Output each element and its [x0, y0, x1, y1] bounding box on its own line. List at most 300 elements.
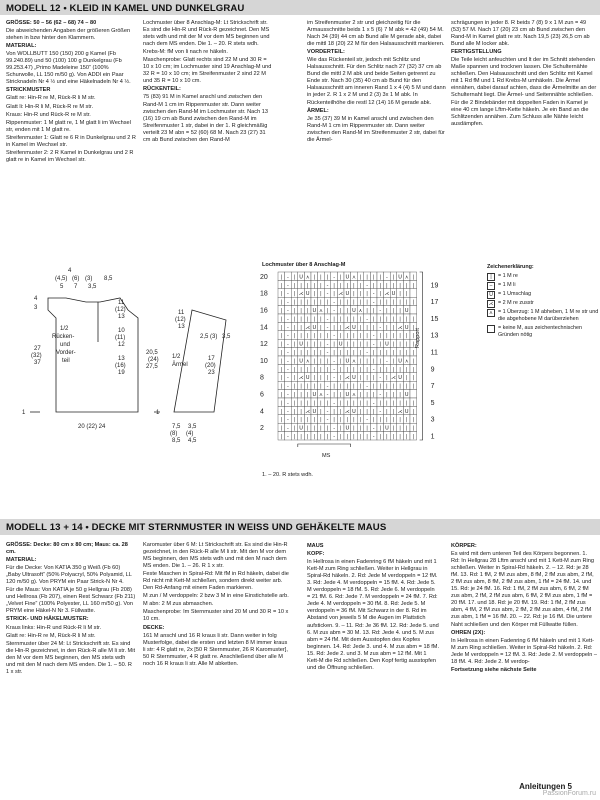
- chart-cell-symbol: U: [398, 358, 402, 365]
- m12-col4-paragraph: FERTIGSTELLUNG: [451, 49, 502, 56]
- chart-cell-symbol: |: [372, 350, 375, 356]
- chart-cell-symbol: |: [280, 383, 283, 390]
- m12-col1-paragraph: STRICKMUSTER: [6, 87, 51, 94]
- chart-cell-symbol: |: [306, 400, 309, 407]
- chart-cell-symbol: |: [359, 408, 362, 415]
- chart-cell-symbol: |: [386, 366, 388, 373]
- chart-cell-symbol: -: [326, 291, 329, 298]
- chart-cell-symbol: |: [386, 392, 388, 398]
- m13-col3-paragraph: MAUS: [307, 543, 324, 549]
- chart-cell-symbol: |: [372, 324, 375, 331]
- chart-cell-symbol: |: [293, 392, 296, 398]
- chart-cell-symbol: |: [379, 291, 382, 298]
- chart-cell-symbol: ⋏: [352, 392, 356, 398]
- m12-col3-paragraph: Wie das Rückenteil str, jedoch mit Schlitz und Halsausschnitt. Für den Schlitz nach 27 (32) 37 cm ab Bund die mittl 2 M abk und beide Seiten getrennt zu Ende str. Nach 30 (35) 40 cm ab Bund für den Halsausschnitt am inneren Rand 1 x 4 (4) 5 M und dann in jeder 2. R 1 x 2 M und 2 (3) 3x 1 M abk. In Rückenteilhöhe die restl 12 (14) 16 M gerade abk.: [307, 57, 446, 106]
- chart-cell-symbol: |: [372, 417, 375, 424]
- m12-col1-paragraph: MATERIAL:: [6, 43, 37, 50]
- chart-cell-symbol: |: [372, 308, 375, 314]
- chart-row-label-right: 3: [430, 416, 435, 424]
- chart-cell-symbol: -: [372, 425, 375, 432]
- chart-cell-symbol: |: [346, 366, 349, 373]
- chart-cell-symbol: |: [405, 383, 408, 390]
- chart-cell-symbol: -: [326, 392, 329, 398]
- chart-cell-symbol: |: [320, 350, 322, 356]
- chart-cell-symbol: |: [399, 308, 401, 314]
- chart-cell-symbol: |: [293, 308, 296, 314]
- chart-cell-symbol: |: [386, 308, 388, 314]
- chart-row-label-right: 17: [430, 299, 439, 307]
- chart-row-label-right: 9: [430, 366, 435, 374]
- legend-text: = keine M, aus zeichentechnischen Gründen nötig: [498, 324, 583, 338]
- m13-col4-paragraph: Fortsetzung siehe nächste Seite: [451, 666, 537, 673]
- chart-cell-symbol: ⋌: [305, 324, 311, 331]
- chart-cell: [410, 289, 417, 297]
- m13-col1-paragraph: MATERIAL:: [6, 557, 37, 564]
- chart-cell-symbol: |: [306, 341, 309, 348]
- chart-cell-symbol: |: [313, 366, 316, 373]
- chart-cell-symbol: |: [333, 417, 335, 424]
- chart-cell-symbol: |: [346, 434, 349, 440]
- chart-cell-symbol: |: [386, 408, 388, 415]
- chart-cell-symbol: |: [326, 308, 329, 314]
- chart-cell-symbol: |: [346, 282, 349, 289]
- chart-cell-symbol: |: [353, 417, 355, 424]
- chart-cell-symbol: |: [386, 333, 388, 340]
- chart-cell-symbol: |: [280, 274, 283, 281]
- chart-cell-symbol: U: [312, 324, 317, 331]
- m13-col2-paragraph: Maschenprobe: Im Sternmuster sind 20 M und 30 R = 10 x 10 cm.: [143, 609, 289, 623]
- chart-cell-symbol: -: [286, 282, 289, 289]
- chart-cell-symbol: |: [392, 358, 395, 365]
- chart-cell-symbol: |: [300, 392, 302, 398]
- m12-column-3: [307, 20, 447, 145]
- chart-row-label-left: 2: [260, 425, 264, 433]
- chart-cell-symbol: |: [359, 425, 362, 432]
- chart-cell-symbol: |: [300, 299, 302, 306]
- chart-cell-symbol: |: [366, 358, 368, 365]
- chart-cell-symbol: U: [352, 375, 356, 382]
- chart-cell-symbol: |: [326, 366, 329, 373]
- chart-cell-symbol: |: [366, 333, 368, 340]
- chart-cell-symbol: -: [286, 324, 289, 331]
- chart-row-label-left: 20: [260, 273, 268, 281]
- m12-col1-paragraph: Die abweichenden Angaben der größeren Größen stehen in bzw hinter den Klammern.: [6, 28, 131, 42]
- chart-cell-symbol: |: [359, 400, 362, 407]
- chart-cell-symbol: |: [379, 282, 382, 289]
- chart-cell-symbol: U: [385, 425, 389, 432]
- legend-text: = 1 M re: [498, 273, 518, 280]
- chart-cell-symbol: |: [306, 282, 309, 289]
- back-top-meas-6: 5: [60, 284, 64, 290]
- ms-bracket: [298, 444, 351, 447]
- chart-cell-symbol: |: [339, 324, 342, 331]
- chart-cell-symbol: -: [286, 333, 289, 340]
- chart-cell-symbol: -: [333, 375, 336, 382]
- chart-cell-symbol: U: [299, 274, 303, 281]
- chart-cell-symbol: |: [293, 274, 296, 281]
- chart-cell-symbol: |: [320, 408, 322, 415]
- chart-cell-symbol: |: [339, 366, 342, 373]
- chart-cell-symbol: |: [359, 316, 362, 323]
- m13-col2-paragraph: Feste Maschen in Spiral-Rd: Mit fM in Rd häkeln, dabei die Rd nicht mit Kett-M schließen, sondern direkt weiter arb. Den Rd-Anfang mit einem Faden markieren.: [143, 571, 289, 592]
- chart-cell-symbol: |: [333, 383, 335, 390]
- legend-item: [487, 309, 599, 323]
- chart-cell-symbol: -: [372, 434, 375, 440]
- chart-cell-symbol: ⋏: [305, 274, 310, 281]
- chart-cell-symbol: |: [306, 333, 309, 340]
- chart-cell-symbol: |: [359, 299, 362, 306]
- chart-cell-symbol: |: [333, 291, 335, 298]
- chart-cell-symbol: |: [392, 308, 395, 314]
- chart-cell-symbol: |: [306, 434, 309, 440]
- m13-col2-paragraph: M zun / M verdoppeln: 2 bzw 3 M in eine Einstichstelle arb.: [143, 593, 289, 600]
- m13-column-1: [6, 542, 136, 677]
- chart-cell-symbol: ⋏: [319, 392, 323, 398]
- watermark: PassionForum.ru: [542, 790, 596, 797]
- m12-col3-paragraph: im Streifenmuster 2 str und gleichzeitig für die Armausschnitte beids 1 x 5 (6) 7 M abk = 42 (49) 54 M. Nach 34 (39) 44 cm ab Bund alle M gerade abk, dabei die mittl 18 (20) 22 M für den Halsausschnitt markieren.: [307, 20, 445, 48]
- chart-cell-symbol: |: [326, 425, 329, 432]
- chart-cell-symbol: |: [405, 434, 408, 440]
- chart-cell-symbol: |: [412, 358, 415, 365]
- chart-cell-symbol: U: [385, 341, 389, 348]
- knitting-chart: [256, 268, 446, 463]
- chart-cell-symbol: -: [372, 400, 375, 407]
- legend-text: = 1 Überzug: 1 M abheben, 1 M re str und die abgehobene M darüberziehen: [498, 309, 599, 323]
- chart-cell-symbol: |: [313, 299, 316, 306]
- chart-title: Lochmuster über 8 Anschlag-M: [262, 262, 346, 268]
- chart-cell-symbol: |: [412, 341, 415, 348]
- chart-cell-symbol: |: [405, 291, 408, 298]
- chart-cell-symbol: -: [333, 333, 336, 340]
- m12-col1-paragraph: Streifenmuster 2: 2 R Kamel in Dunkelgrau und 2 R glatt re in Kamel im Wechsel str.: [6, 149, 134, 163]
- chart-cell-symbol: -: [366, 282, 369, 289]
- m12-col2-paragraph: Lochmuster über 8 Anschlag-M: Lt Strickschrift str. Es sind die Hin-R und Rück-R gezeichnet. Den MS stets wdh und mit der M vor dem MS beginnen und nach dem MS enden. Die 1. – 20. R stets wdh.: [143, 20, 270, 48]
- chart-cell-symbol: |: [313, 375, 316, 382]
- back-label-1: 1/2: [60, 326, 69, 332]
- chart-cell-symbol: |: [392, 299, 395, 306]
- legend-item: [487, 282, 599, 290]
- chart-cell-symbol: |: [306, 383, 309, 390]
- sleeve-right-meas-2: (20): [205, 363, 216, 369]
- chart-cell-symbol: U: [398, 375, 402, 382]
- chart-cell-symbol: |: [392, 282, 395, 289]
- chart-cell-symbol: |: [320, 425, 322, 432]
- back-bottom-meas: 20 (22) 24: [78, 424, 106, 430]
- chart-cell-symbol: U: [391, 291, 396, 298]
- chart-cell-symbol: |: [280, 333, 283, 340]
- m13-col3-paragraph: KOPF:: [307, 551, 325, 558]
- chart-cell-symbol: |: [320, 400, 322, 407]
- back-right-meas-1: 11: [118, 300, 125, 306]
- chart-cell-symbol: |: [280, 324, 283, 331]
- back-left-meas-4: (32): [31, 353, 42, 359]
- chart-cell-symbol: |: [339, 392, 342, 398]
- chart-cell-symbol: -: [333, 358, 336, 365]
- chart-cell-symbol: |: [353, 291, 355, 298]
- chart-cell-symbol: |: [412, 350, 415, 356]
- chart-cell-symbol: -: [286, 400, 289, 407]
- chart-cell-symbol: |: [346, 299, 349, 306]
- chart-cell-symbol: |: [366, 324, 368, 331]
- chart-cell-symbol: -: [333, 434, 336, 440]
- chart-cell-symbol: |: [300, 333, 302, 340]
- chart-cell-symbol: U: [404, 408, 409, 415]
- chart-cell-symbol: |: [320, 291, 322, 298]
- chart-cell-symbol: |: [280, 400, 283, 407]
- m13-col1-paragraph: STRICK- UND HÄKELMUSTER:: [6, 616, 89, 623]
- chart-cell-symbol: |: [339, 434, 342, 440]
- chart-cell-symbol: |: [386, 383, 388, 390]
- chart-cell-symbol: |: [280, 299, 283, 306]
- chart-cell-symbol: -: [286, 274, 289, 281]
- chart-row-label-right: 5: [430, 399, 435, 407]
- chart-cell-symbol: |: [320, 366, 322, 373]
- sleeve-bottom-meas-3: 8,5: [172, 438, 181, 444]
- legend-text: = 2 M re zusstr: [498, 300, 534, 307]
- legend-symbol-icon: –: [487, 282, 495, 290]
- chart-cell-symbol: |: [320, 358, 322, 365]
- chart-cell-symbol: U: [312, 308, 317, 314]
- chart-cell-symbol: -: [286, 434, 289, 440]
- chart-cell-symbol: U: [345, 425, 350, 432]
- back-label-4: Vorder-: [56, 350, 76, 356]
- back-right-meas-4: 10: [118, 328, 125, 334]
- chart-cell-symbol: |: [293, 333, 296, 340]
- chart-cell-symbol: |: [392, 274, 395, 281]
- sleeve-marker-one: 1: [156, 410, 160, 416]
- m13-col2-paragraph: Karomuster über 6 M: Lt Strickschrift str. Es sind die Hin-R gezeichnet, in den Rück-R alle M li str. Mit den M vor dem MS beginnen, den MS stets wdh und mit den M nach dem MS enden. Die 1. – 26. R 1 x str.: [143, 542, 288, 570]
- back-label-2: Rücken-: [52, 334, 75, 340]
- chart-cell-symbol: |: [359, 358, 362, 365]
- chart-cell-symbol: U: [352, 324, 356, 331]
- chart-cell-symbol: |: [339, 408, 342, 415]
- chart-cell-symbol: |: [405, 366, 408, 373]
- chart-cell-symbol: |: [405, 282, 408, 289]
- chart-cell-symbol: |: [300, 366, 302, 373]
- m12-column-1: [6, 20, 136, 165]
- chart-cell-symbol: |: [313, 350, 316, 356]
- chart-cell-symbol: |: [359, 341, 362, 348]
- m13-col4-paragraph: Es wird mit dem unteren Teil des Körpers begonnen. 1. Rd: In Hellgrau 28 Lftm anschl und mit 1 Kett-M zum Ring schließen. Weiter in Spiral-Rd häkeln. 2. – 12. Rd: je 28 fM. 13. Rd: 1 fM, 2 fM zus abm, 8 fM, 2 fM zus abm, 2 fM, 2 fM zus abm, 8 fM, 2 fM zus abm, 1 fM = 24 fM. 14. und 15. Rd: je 24 fM. 16. Rd: 1 fM, 2 fM zus abm, 6 fM, 2 fM zus abm, 2 fM, 2 fM zus abm, 6 fM, 2 fM zus abm, 1 fM = 20 fM. 17. und 18. Rd: je 20 fM. 19. Rd: 1 fM, 2 fM zus abm, 4 fM, 2 fM zus abm, 2 fM, 2 fM zus abm, 4 fM, 2 fM zus abm, 1 fM = 16 fM. 20. – 22. Rd: je 16 fM. Die untere Naht schließen und den Körper mit Füllwatte füllen.: [451, 551, 595, 628]
- chart-cell-symbol: |: [386, 324, 388, 331]
- back-top-meas-5: 8,5: [104, 276, 113, 282]
- chart-cell-symbol: |: [346, 308, 349, 314]
- chart-cell-symbol: |: [313, 341, 316, 348]
- back-right-meas-5: (11): [115, 335, 126, 341]
- chart-cell-symbol: |: [379, 417, 382, 424]
- chart-cell-symbol: |: [326, 299, 329, 306]
- chart-cell-symbol: |: [392, 425, 395, 432]
- chart-cell-symbol: |: [353, 299, 355, 306]
- chart-cell-symbol: -: [286, 366, 289, 373]
- chart-cell-symbol: |: [379, 299, 382, 306]
- sleeve-bottom-meas-4: 3,5: [188, 424, 197, 430]
- chart-cell-symbol: |: [359, 324, 362, 331]
- chart-cell-symbol: |: [359, 417, 362, 424]
- chart-cell-symbol: |: [372, 358, 375, 365]
- chart-cell-symbol: -: [326, 282, 329, 289]
- chart-cell-symbol: |: [379, 400, 382, 407]
- chart-cell-symbol: ⋏: [358, 308, 363, 314]
- chart-cell-symbol: |: [399, 291, 401, 298]
- rapport-label: Rapport: [414, 328, 421, 348]
- chart-cell-symbol: |: [412, 366, 415, 373]
- chart-cell-symbol: ⋏: [319, 308, 323, 314]
- chart-cell-symbol: |: [405, 417, 408, 424]
- chart-cell-symbol: |: [333, 324, 335, 331]
- chart-cell-symbol: U: [338, 341, 343, 348]
- chart-cell-symbol: |: [326, 434, 329, 440]
- chart-cell-symbol: |: [353, 341, 355, 348]
- chart-cell-symbol: U: [352, 408, 356, 415]
- chart-cell-symbol: |: [346, 341, 349, 348]
- chart-cell-symbol: |: [293, 358, 296, 365]
- chart-cell-symbol: |: [320, 375, 322, 382]
- back-top-meas-8: 3,5: [88, 284, 97, 290]
- chart-cell-symbol: |: [293, 375, 296, 382]
- chart-cell-symbol: |: [333, 282, 335, 289]
- chart-cell-symbol: |: [306, 417, 309, 424]
- chart-row-label-right: 1: [430, 433, 435, 441]
- chart-cell-symbol: |: [346, 400, 349, 407]
- chart-cell-symbol: |: [405, 350, 408, 356]
- chart-cell-symbol: |: [405, 316, 408, 323]
- chart-cell-symbol: -: [286, 408, 289, 415]
- back-label-5: teil: [62, 358, 70, 364]
- chart-cell-symbol: |: [339, 425, 342, 432]
- chart-cell-symbol: |: [339, 383, 342, 390]
- chart-cell-symbol: |: [359, 333, 362, 340]
- chart-cell-symbol: U: [299, 358, 303, 365]
- chart-cell-symbol: -: [326, 324, 329, 331]
- m13-col4-paragraph: OHREN (2X):: [451, 629, 486, 636]
- chart-cell-symbol: U: [345, 291, 350, 298]
- chart-cell-symbol: |: [399, 316, 401, 323]
- chart-cell-symbol: |: [359, 282, 362, 289]
- section-header-modell-13-14: MODELL 13 + 14 • DECKE MIT STERNMUSTER IN WEISS UND GEHÄKELTE MAUS: [0, 519, 600, 535]
- chart-cell-symbol: |: [379, 316, 382, 323]
- chart-cell-symbol: -: [286, 383, 289, 390]
- chart-cell-symbol: |: [379, 434, 382, 440]
- chart-cell-symbol: -: [326, 350, 329, 356]
- chart-cell-symbol: |: [392, 383, 395, 390]
- legend-symbol-icon: |: [487, 273, 495, 281]
- chart-cell-symbol: -: [372, 333, 375, 340]
- chart-cell-symbol: |: [379, 350, 382, 356]
- page-footer: Anleitungen 5: [519, 782, 572, 791]
- chart-cell-symbol: |: [326, 400, 329, 407]
- m13-col4-paragraph: In Hellrosa in einen Fadenring 6 fM häkeln und mit 1 Kett-M zum Ring schließen. Weiter in Spiral-Rd häkeln. 2. Rd: Jede M verdoppeln = 12 fM. 3. Rd: Jede 2. M verdoppeln – 18 fM. 4. Rd: Jede 2. M verdop-: [451, 637, 597, 665]
- chart-cell-symbol: |: [366, 434, 368, 440]
- m12-col2-paragraph: Maschenprobe: Glatt rechts sind 22 M und 30 R = 10 x 10 cm; im Lochmuster sind 19 Anschlag-M und 32 R = 10 x 10 cm; im Streifenmuster 2 sind 22 M und 35 R = 10 x 10 cm.: [143, 57, 272, 85]
- chart-cell-symbol: |: [353, 383, 355, 390]
- chart-cell-symbol: |: [280, 375, 283, 382]
- chart-cell-symbol: |: [359, 383, 362, 390]
- chart-cell-symbol: -: [379, 308, 382, 314]
- chart-cell-symbol: |: [346, 333, 349, 340]
- chart-cell-symbol: |: [280, 425, 283, 432]
- chart-cell-symbol: -: [333, 366, 336, 373]
- m12-col3-paragraph: ÄRMEL:: [307, 107, 329, 114]
- chart-cell-symbol: |: [353, 316, 355, 323]
- legend-item: [487, 300, 599, 308]
- chart-cell-symbol: -: [286, 341, 289, 348]
- sleeve-left-meas-2: (24): [148, 357, 159, 363]
- chart-cell-symbol: |: [353, 333, 355, 340]
- chart-cell-symbol: |: [405, 375, 408, 382]
- chart-cell-symbol: |: [306, 350, 309, 356]
- chart-cell-symbol: |: [280, 341, 283, 348]
- chart-cell-symbol: |: [412, 324, 415, 331]
- m13-col2-paragraph: M abn: 2 M zus abmaschen.: [143, 601, 214, 608]
- chart-cell-symbol: |: [313, 291, 316, 298]
- chart-cell-symbol: |: [386, 282, 388, 289]
- chart-cell-symbol: |: [379, 341, 382, 348]
- chart-cell-symbol: |: [405, 425, 408, 432]
- chart-footnote: 1. – 20. R stets wdh.: [262, 472, 313, 478]
- chart-row-label-left: 16: [260, 307, 268, 315]
- chart-cell-symbol: |: [313, 316, 316, 323]
- back-right-meas-7: 13: [118, 356, 125, 362]
- chart-cell-symbol: ⋏: [404, 274, 409, 281]
- sleeve-left-meas-3: 27,5: [146, 364, 158, 370]
- chart-cell-symbol: |: [366, 425, 368, 432]
- chart-cell-symbol: |: [399, 333, 401, 340]
- sleeve-label-1: 1/2: [172, 354, 181, 360]
- back-left-meas-1: 4: [34, 296, 38, 302]
- chart-cell-symbol: |: [280, 291, 283, 298]
- m13-column-2: [143, 542, 291, 669]
- chart-cell-symbol: |: [326, 375, 329, 382]
- chart-cell-symbol: |: [320, 316, 322, 323]
- chart-cell-symbol: |: [372, 375, 375, 382]
- back-left-meas-2: 3: [34, 305, 38, 311]
- chart-cell-symbol: |: [300, 316, 302, 323]
- chart-cell-symbol: |: [280, 358, 283, 365]
- back-right-meas-3: 13: [118, 314, 125, 320]
- chart-cell-symbol: |: [379, 425, 382, 432]
- chart-cell-symbol: |: [353, 350, 355, 356]
- chart-cell-symbol: |: [392, 324, 395, 331]
- chart-cell-symbol: |: [399, 400, 401, 407]
- chart-cell-symbol: |: [412, 333, 415, 340]
- chart-cell-symbol: -: [333, 400, 336, 407]
- chart-cell-symbol: |: [280, 282, 283, 289]
- chart-cell-symbol: |: [386, 350, 388, 356]
- chart-cell-symbol: |: [306, 316, 309, 323]
- chart-cell-symbol: |: [313, 383, 316, 390]
- chart-cell-symbol: -: [372, 291, 375, 298]
- back-right-meas-8: (16): [115, 363, 126, 369]
- chart-cell-symbol: ⋌: [397, 324, 403, 331]
- chart-row-label-right: 11: [430, 349, 438, 357]
- chart-row-label-right: 7: [430, 383, 435, 391]
- chart-cell-symbol: |: [326, 333, 329, 340]
- chart-cell-symbol: -: [366, 350, 369, 356]
- chart-cell-symbol: |: [339, 282, 342, 289]
- chart-cell-symbol: |: [392, 417, 395, 424]
- chart-cell-symbol: U: [345, 392, 350, 398]
- chart-cell-symbol: |: [280, 434, 283, 440]
- chart-cell-symbol: U: [345, 274, 350, 281]
- m12-col3-paragraph: Je 35 (37) 39 M in Kamel anschl und zwischen den Rand-M 1 cm im Rippenmuster str. Dann weiter zwischen den Rand-M im Streifenmuster 2 str, dabei für die Ärmel-: [307, 115, 445, 143]
- chart-cell-symbol: |: [306, 366, 309, 373]
- chart-cell-symbol: -: [286, 358, 289, 365]
- chart-cell-symbol: -: [286, 299, 289, 306]
- chart-cell-symbol: ⋏: [305, 358, 310, 365]
- chart-cell-symbol: |: [405, 333, 408, 340]
- chart-cell-symbol: ⋌: [298, 291, 304, 298]
